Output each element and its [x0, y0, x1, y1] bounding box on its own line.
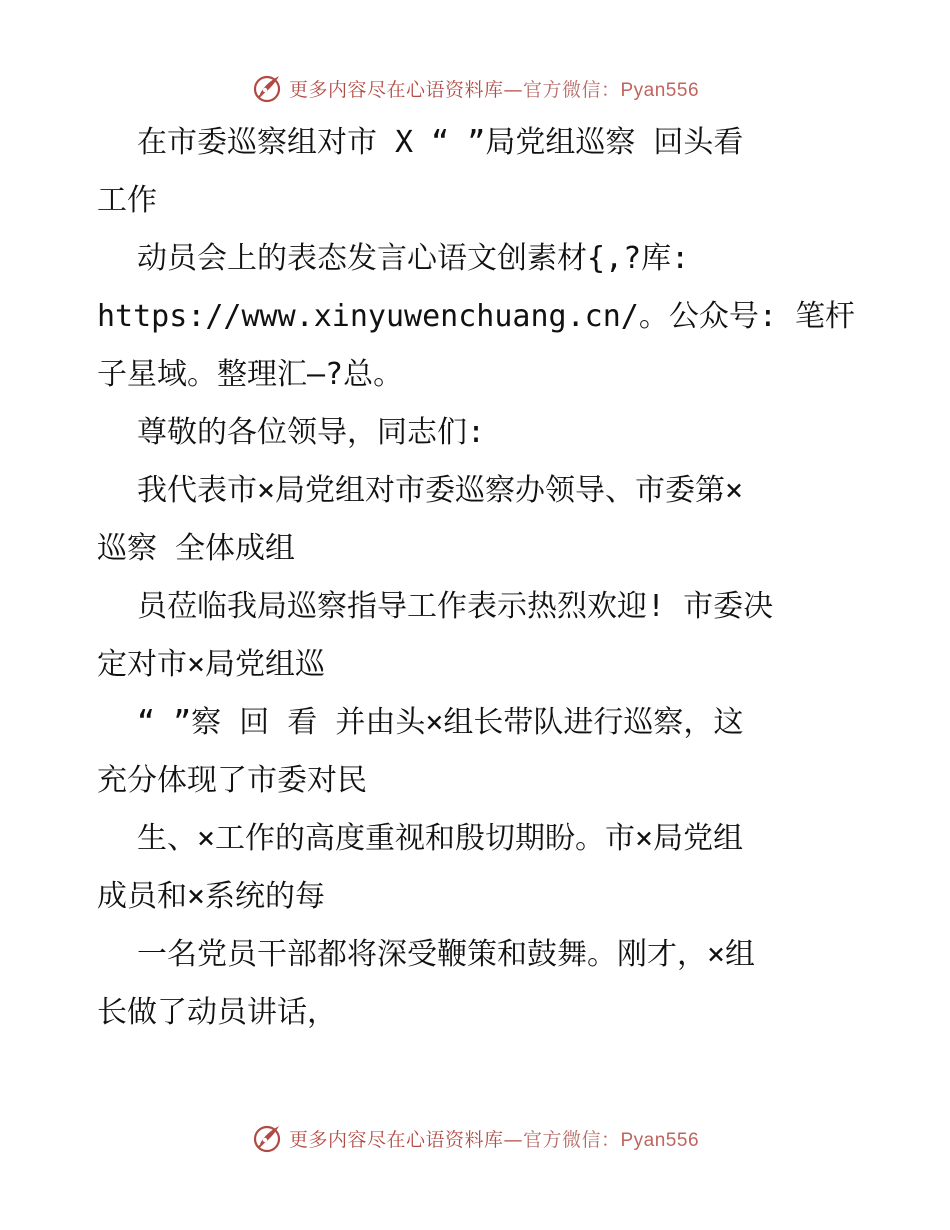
- footer-banner: [0, 1122, 950, 1154]
- text-line: 成员和×系统的每: [97, 879, 326, 914]
- text-line: 在市委巡察组对市 X “ ”局党组巡察 回头看: [137, 125, 744, 160]
- footer-wechat-label: 官方微信：: [522, 1128, 621, 1151]
- quill-logo-icon: [251, 1122, 283, 1154]
- text-line: 子星域。整理汇—?总。: [97, 357, 404, 392]
- quill-logo-icon: [251, 72, 283, 104]
- text-line: 我代表市×局党组对市委巡察办领导、市委第×: [137, 473, 744, 508]
- banner-text: [289, 75, 699, 102]
- banner-wechat-id: Pyan556: [620, 79, 700, 101]
- footer-banner-text: [289, 1125, 699, 1152]
- banner-wechat-label: 官方微信：: [522, 78, 621, 101]
- text-line: 动员会上的表态发言心语文创素材{,?库:: [137, 241, 690, 276]
- text-line: 长做了动员讲话，: [97, 995, 337, 1030]
- header-banner: [0, 72, 950, 104]
- text-line: “ ”察 回 看 并由头×组长带队进行巡察，这: [137, 705, 744, 740]
- text-line: https://www.xinyuwenchuang.cn/。公众号: 笔杆: [97, 299, 855, 334]
- text-line: 尊敬的各位领导，同志们:: [137, 415, 486, 450]
- document-body: [97, 114, 857, 1042]
- text-line: 巡察 全体成组: [97, 531, 296, 566]
- footer-main-text: 更多内容尽在心语资料库—: [288, 1128, 523, 1151]
- banner-main-text: 更多内容尽在心语资料库—: [288, 78, 523, 101]
- text-line: 生、×工作的高度重视和殷切期盼。市×局党组: [137, 821, 744, 856]
- text-line: 员莅临我局巡察指导工作表示热烈欢迎! 市委决: [137, 589, 774, 624]
- text-line: 定对市×局党组巡: [97, 647, 326, 682]
- text-line: 一名党员干部都将深受鞭策和鼓舞。刚才，×组: [137, 937, 756, 972]
- text-line: 工作: [97, 183, 157, 218]
- footer-wechat-id: Pyan556: [620, 1129, 700, 1151]
- text-line: 充分体现了市委对民: [97, 763, 367, 798]
